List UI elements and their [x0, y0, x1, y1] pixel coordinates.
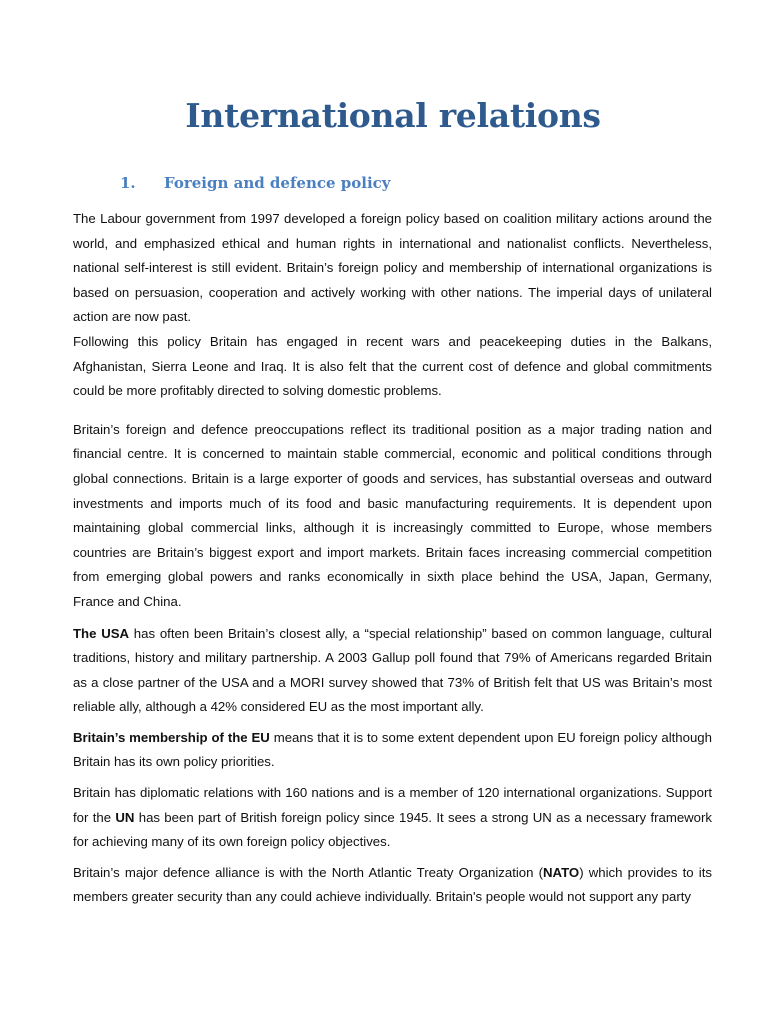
- bold-term-usa: The USA: [73, 625, 130, 641]
- paragraph-nato: [73, 861, 712, 910]
- paragraph-labour-policy: The Labour government from 1997 developed a foreign policy based on coalition military actions around the world, and emphasized ethical and human rights in international and nationalist conflicts. Nevertheless, national self-interest is still evident. Britain’s foreign policy and membership of international organizations is based on persuasion, cooperation and actively working with other nations. The imperial days of unilateral action are now past.: [73, 211, 712, 325]
- paragraph-usa-text: has often been Britain’s closest ally, a “special relationship” based on common language, cultural traditions, history and military partnership. A 2003 Gallup poll found that 79% of Americans regarded Britain as a close partner of the USA and a MORI survey showed that 73% of British felt that US was Britain’s most reliable ally, although a 42% considered EU as the most important ally.: [73, 625, 712, 715]
- page-title: International relations: [185, 96, 601, 135]
- paragraph-eu: [73, 726, 712, 775]
- paragraph-nato-text-after: ) which provides to its members greater security than any could achieve individually. Britain's people would not support any party: [73, 864, 712, 905]
- bold-term-un: UN: [115, 809, 135, 825]
- paragraph-eu-text: means that it is to some extent dependent upon EU foreign policy although Britain has its own policy priorities.: [73, 729, 712, 770]
- paragraph-trading-nation: Britain’s foreign and defence preoccupations reflect its traditional position as a major trading nation and financial centre. It is concerned to maintain stable commercial, economic and political conditions through global connections. Britain is a large exporter of goods and services, has substantial overseas and outward investments and imports much of its food and basic manufacturing requirements. It is dependent upon maintaining global commercial links, although it is increasingly committed to Europe, whose members countries are Britain’s biggest export and import markets. Britain faces increasing commercial competition from emerging global powers and ranks economically in sixth place behind the USA, Japan, Germany, France and China.: [73, 421, 712, 609]
- bold-term-eu: Britain’s membership of the EU: [73, 729, 270, 745]
- section-title: Foreign and defence policy: [164, 174, 391, 192]
- paragraph-nato-text-before: Britain’s major defence alliance is with the North Atlantic Treaty Organization (: [73, 864, 544, 880]
- paragraph-usa: [73, 622, 712, 720]
- paragraph-un-text-before: Britain has diplomatic relations with 160 nations and is a member of 120 international organizations. Support for the: [73, 785, 712, 825]
- paragraph-recent-wars: Following this policy Britain has engaged in recent wars and peacekeeping duties in the Balkans, Afghanistan, Sierra Leone and Iraq. It is also felt that the current cost of defence and global commitments could be more profitably directed to solving domestic problems.: [73, 333, 712, 399]
- bold-term-nato: NATO: [543, 864, 580, 880]
- section-heading: [120, 174, 391, 192]
- paragraph-un: [73, 781, 712, 855]
- section-number: 1.: [120, 174, 136, 192]
- paragraph-un-text-after: has been part of British foreign policy since 1945. It sees a strong UN as a necessary framework for achieving many of its own foreign policy objectives.: [73, 809, 712, 850]
- document-body: [73, 207, 712, 910]
